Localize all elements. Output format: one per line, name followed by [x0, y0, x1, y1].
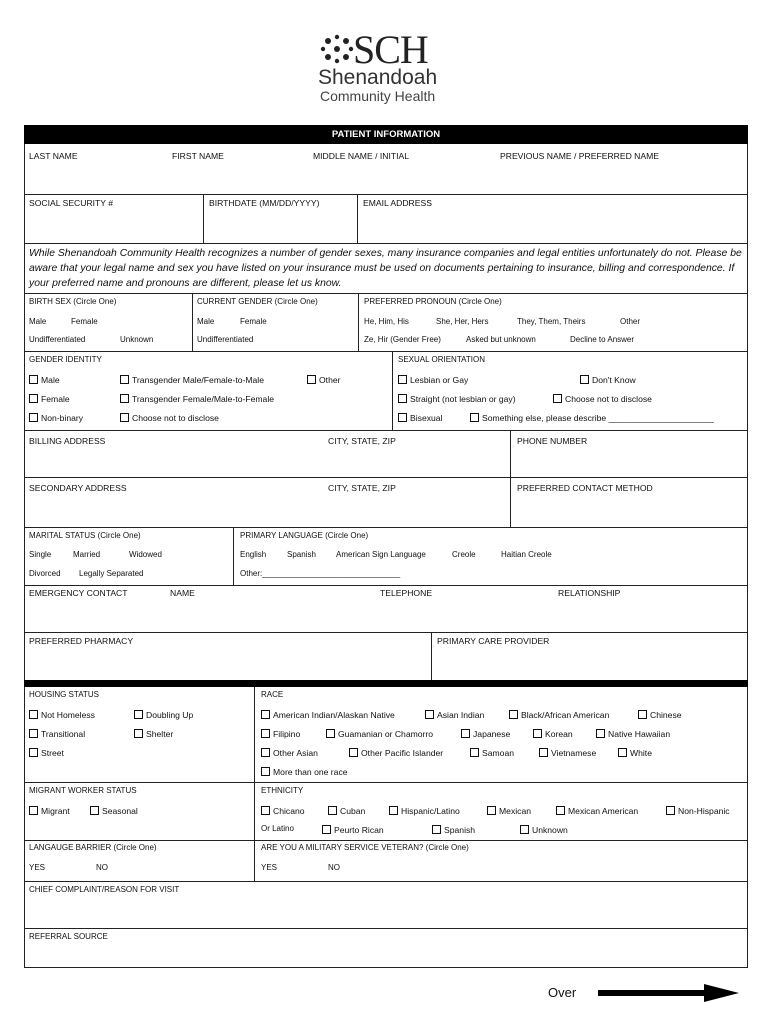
emergency-name-label: NAME	[170, 588, 195, 598]
logo-mark: SCH	[353, 27, 428, 72]
marital-married[interactable]: Married	[73, 550, 101, 559]
orientation-label: SEXUAL ORIENTATION	[398, 355, 485, 364]
logo-mark-icon	[320, 34, 354, 64]
migrant-checkbox[interactable]: Migrant	[29, 806, 70, 816]
birth-sex-female[interactable]: Female	[71, 317, 98, 326]
race-chinese-checkbox[interactable]: Chinese	[638, 710, 682, 720]
barrier-yes[interactable]: YES	[29, 863, 46, 872]
referral-label: REFERRAL SOURCE	[29, 932, 108, 941]
language-label: PRIMARY LANGUAGE (Circle One)	[240, 531, 369, 540]
race-label: RACE	[261, 690, 284, 699]
pharmacy-label: PREFERRED PHARMACY	[29, 636, 134, 646]
provider-label: PRIMARY CARE PROVIDER	[437, 636, 550, 646]
gi-choose-checkbox[interactable]: Choose not to disclose	[120, 413, 219, 423]
emergency-label: EMERGENCY CONTACT	[29, 588, 128, 598]
seasonal-checkbox[interactable]: Seasonal	[90, 806, 138, 816]
race-pacific-checkbox[interactable]: Other Pacific Islander	[349, 748, 443, 758]
veteran-label: ARE YOU A MILITARY SERVICE VETERAN? (Circle One)	[261, 843, 469, 852]
race-asian-indian-checkbox[interactable]: Asian Indian	[425, 710, 484, 720]
race-black-checkbox[interactable]: Black/African American	[509, 710, 609, 720]
race-white-checkbox[interactable]: White	[618, 748, 652, 758]
birth-sex-male[interactable]: Male	[29, 317, 47, 326]
arrow-right-icon	[598, 983, 740, 1003]
secondary-city-label: CITY, STATE, ZIP	[328, 483, 396, 493]
emergency-relationship-label: RELATIONSHIP	[558, 588, 621, 598]
section-header: PATIENT INFORMATION	[24, 125, 748, 144]
race-hawaiian-checkbox[interactable]: Native Hawaiian	[596, 729, 670, 739]
logo-sub: Community Health	[320, 88, 436, 104]
birth-sex-unknown[interactable]: Unknown	[120, 335, 154, 344]
so-lesbian-checkbox[interactable]: Lesbian or Gay	[398, 375, 468, 385]
race-filipino-checkbox[interactable]: Filipino	[261, 729, 300, 739]
language-english[interactable]: English	[240, 550, 267, 559]
so-straight-checkbox[interactable]: Straight (not lesbian or gay)	[398, 394, 516, 404]
birth-sex-undifferentiated[interactable]: Undifferentiated	[29, 335, 86, 344]
birthdate-label: BIRTHDATE (MM/DD/YYYY)	[209, 198, 320, 208]
ethnicity-label: ETHNICITY	[261, 786, 304, 795]
logo-name: Shenandoah	[318, 66, 438, 89]
language-spanish[interactable]: Spanish	[287, 550, 316, 559]
pronoun-ze[interactable]: Ze, Hir (Gender Free)	[364, 335, 441, 344]
so-choose-checkbox[interactable]: Choose not to disclose	[553, 394, 652, 404]
race-vietnamese-checkbox[interactable]: Vietnamese	[539, 748, 596, 758]
race-samoan-checkbox[interactable]: Samoan	[470, 748, 514, 758]
race-other-asian-checkbox[interactable]: Other Asian	[261, 748, 318, 758]
gi-female-checkbox[interactable]: Female	[29, 394, 70, 404]
current-gender-undifferentiated[interactable]: Undifferentiated	[197, 335, 254, 344]
language-other[interactable]: Other:_______________________________	[240, 569, 401, 578]
ssn-label: SOCIAL SECURITY #	[29, 198, 114, 208]
complaint-label: CHIEF COMPLAINT/REASON FOR VISIT	[29, 885, 180, 894]
first-name-label: FIRST NAME	[172, 151, 224, 161]
eth-chicano-checkbox[interactable]: Chicano	[261, 806, 305, 816]
phone-number-label: PHONE NUMBER	[517, 436, 588, 446]
so-bisexual-checkbox[interactable]: Bisexual	[398, 413, 442, 423]
language-haitian[interactable]: Haitian Creole	[501, 550, 552, 559]
housing-transitional-checkbox[interactable]: Transitional	[29, 729, 85, 739]
marital-widowed[interactable]: Widowed	[129, 550, 162, 559]
gi-other-checkbox[interactable]: Other	[307, 375, 341, 385]
secondary-address-label: SECONDARY ADDRESS	[29, 483, 127, 493]
barrier-no[interactable]: NO	[96, 863, 108, 872]
gi-tfm-checkbox[interactable]: Transgender Female/Male-to-Female	[120, 394, 274, 404]
gi-tmf-checkbox[interactable]: Transgender Male/Female-to-Male	[120, 375, 264, 385]
housing-not-homeless-checkbox[interactable]: Not Homeless	[29, 710, 95, 720]
gi-nonbinary-checkbox[interactable]: Non-binary	[29, 413, 83, 423]
race-more-checkbox[interactable]: More than one race	[261, 767, 348, 777]
emergency-phone-label: TELEPHONE	[380, 588, 433, 598]
email-label: EMAIL ADDRESS	[363, 198, 432, 208]
pronoun-they[interactable]: They, Them, Theirs	[517, 317, 586, 326]
middle-name-label: MIDDLE NAME / INITIAL	[313, 151, 409, 161]
marital-separated[interactable]: Legally Separated	[79, 569, 144, 578]
eth-or-latino: Or Latino	[261, 824, 294, 833]
current-gender-male[interactable]: Male	[197, 317, 215, 326]
race-aian-checkbox[interactable]: American Indian/Alaskan Native	[261, 710, 395, 720]
marital-single[interactable]: Single	[29, 550, 52, 559]
barrier-label: LANGAUGE BARRIER (Circle One)	[29, 843, 157, 852]
veteran-no[interactable]: NO	[328, 863, 340, 872]
eth-non-hispanic-checkbox[interactable]: Non-Hispanic	[666, 806, 730, 816]
race-japanese-checkbox[interactable]: Japanese	[461, 729, 510, 739]
current-gender-female[interactable]: Female	[240, 317, 267, 326]
eth-spanish-checkbox[interactable]: Spanish	[432, 825, 475, 835]
pronoun-he[interactable]: He, Him, His	[364, 317, 409, 326]
logo	[318, 28, 458, 108]
housing-street-checkbox[interactable]: Street	[29, 748, 64, 758]
current-gender-label: CURRENT GENDER (Circle One)	[197, 297, 318, 306]
housing-label: HOUSING STATUS	[29, 690, 99, 699]
pronoun-decline[interactable]: Decline to Answer	[570, 335, 635, 344]
housing-shelter-checkbox[interactable]: Shelter	[134, 729, 173, 739]
eth-mexican-american-checkbox[interactable]: Mexican American	[556, 806, 638, 816]
so-dont-know-checkbox[interactable]: Don't Know	[580, 375, 636, 385]
eth-puerto-rican-checkbox[interactable]: Peurto Rican	[322, 825, 384, 835]
billing-address-label: BILLING ADDRESS	[29, 436, 106, 446]
eth-cuban-checkbox[interactable]: Cuban	[328, 806, 365, 816]
contact-method-label: PREFERRED CONTACT METHOD	[517, 483, 653, 493]
race-korean-checkbox[interactable]: Korean	[533, 729, 573, 739]
eth-mexican-checkbox[interactable]: Mexican	[487, 806, 531, 816]
language-creole[interactable]: Creole	[452, 550, 476, 559]
over-label: Over	[548, 985, 577, 1000]
housing-doubling-checkbox[interactable]: Doubling Up	[134, 710, 193, 720]
pronoun-asked[interactable]: Asked but unknown	[466, 335, 536, 344]
gi-male-checkbox[interactable]: Male	[29, 375, 60, 385]
pronoun-label: PREFERRED PRONOUN (Circle One)	[364, 297, 502, 306]
race-guam-checkbox[interactable]: Guamanian or Chamorro	[326, 729, 433, 739]
so-something-checkbox[interactable]: Something else, please describe ______________________	[470, 413, 714, 423]
migrant-label: MIGRANT WORKER STATUS	[29, 786, 137, 795]
eth-unknown-checkbox[interactable]: Unknown	[520, 825, 568, 835]
previous-name-label: PREVIOUS NAME / PREFERRED NAME	[500, 151, 660, 161]
veteran-yes[interactable]: YES	[261, 863, 278, 872]
eth-hispanic-checkbox[interactable]: Hispanic/Latino	[389, 806, 460, 816]
language-asl[interactable]: American Sign Language	[336, 550, 426, 559]
gender-identity-label: GENDER IDENTITY	[29, 355, 102, 364]
gender-notice: While Shenandoah Community Health recognizes a number of gender sexes, many insurance companies and legal entities unfortunately do not. Please be aware that your legal name and sex you have listed on your insurance must be used on documents pertaining to insurance, billing and correspondence. If your preferred name and pronouns are different, please let us know.	[29, 248, 742, 289]
pronoun-she[interactable]: She, Her, Hers	[436, 317, 489, 326]
marital-divorced[interactable]: Divorced	[29, 569, 61, 578]
billing-city-label: CITY, STATE, ZIP	[328, 436, 396, 446]
last-name-label: LAST NAME	[29, 151, 78, 161]
marital-label: MARITAL STATUS (Circle One)	[29, 531, 141, 540]
birth-sex-label: BIRTH SEX (Circle One)	[29, 297, 117, 306]
pronoun-other[interactable]: Other	[620, 317, 641, 326]
